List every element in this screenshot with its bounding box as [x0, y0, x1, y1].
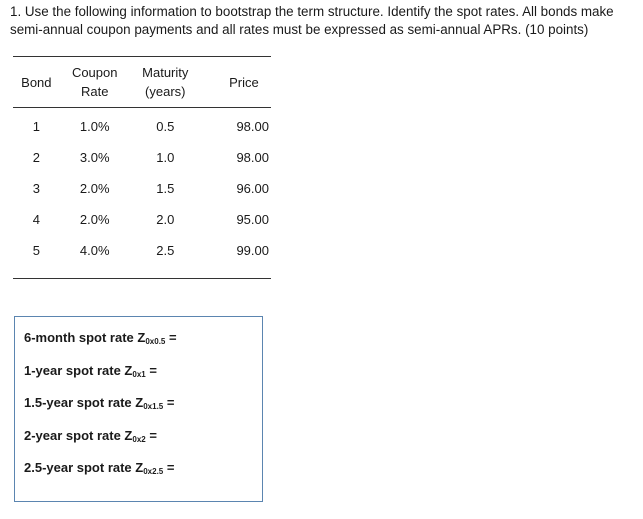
header-maturity	[130, 57, 201, 108]
header-bond: Bond	[13, 57, 60, 108]
cell-bond: 4	[32, 212, 40, 227]
header-price: Price	[201, 57, 271, 108]
table-row	[13, 204, 271, 235]
table-header-row	[13, 57, 271, 108]
cell-price: 98.00	[236, 119, 269, 134]
table-row	[13, 173, 271, 204]
cell-bond: 1	[32, 119, 40, 134]
spot-rate-equals: =	[163, 395, 175, 410]
cell-maturity: 2.0	[156, 212, 175, 227]
spot-rate-6-month	[24, 329, 262, 362]
cell-coupon: 2.0%	[79, 181, 110, 196]
header-maturity-line2: (years)	[145, 84, 186, 99]
spot-rate-2-5-year	[24, 459, 262, 492]
spot-rate-label: 1.5-year spot rate Z	[24, 395, 144, 410]
cell-maturity: 1.5	[156, 181, 175, 196]
cell-bond: 5	[13, 235, 60, 279]
spot-rate-1-year	[24, 362, 262, 395]
spot-rate-subscript: 0x1.5	[143, 402, 164, 411]
cell-bond: 2	[32, 150, 40, 165]
cell-price: 95.00	[236, 212, 269, 227]
cell-maturity: 0.5	[156, 119, 175, 134]
cell-coupon: 2.0%	[79, 212, 110, 227]
spot-rate-label: 2.5-year spot rate Z	[24, 460, 144, 475]
header-coupon-line1: Coupon	[71, 65, 118, 80]
spot-rate-1-5-year	[24, 394, 262, 427]
cell-coupon: 4.0%	[60, 235, 130, 279]
spot-rate-subscript: 0x2	[132, 434, 146, 444]
cell-price: 96.00	[236, 181, 269, 196]
spot-rate-equals: =	[165, 330, 177, 345]
spot-rate-2-year	[24, 427, 262, 460]
spot-rate-label: 2-year spot rate Z	[24, 427, 133, 443]
table-row	[13, 235, 271, 279]
header-maturity-line1: Maturity	[142, 65, 189, 80]
spot-rate-label: 1-year spot rate Z	[24, 362, 133, 378]
bond-table	[13, 56, 271, 279]
spot-rate-equals: =	[163, 460, 175, 475]
cell-maturity: 1.0	[156, 150, 175, 165]
cell-price: 99.00	[201, 235, 271, 279]
table-row	[13, 108, 271, 143]
cell-coupon: 3.0%	[79, 150, 110, 165]
cell-maturity: 2.5	[130, 235, 201, 279]
cell-bond: 3	[32, 181, 40, 196]
header-coupon-rate	[60, 57, 130, 108]
table-row	[13, 142, 271, 173]
spot-rate-label: 6-month spot rate Z	[24, 330, 146, 345]
spot-rate-subscript: 0x2.5	[143, 467, 164, 476]
cell-price: 98.00	[236, 150, 269, 165]
spot-rate-subscript: 0x0.5	[145, 337, 166, 346]
header-coupon-line2: Rate	[80, 84, 109, 99]
spot-rate-equals: =	[145, 362, 157, 378]
spot-rate-subscript: 0x1	[132, 369, 146, 379]
spot-rate-equals: =	[145, 427, 157, 443]
cell-coupon: 1.0%	[79, 119, 110, 134]
question-text: 1. Use the following information to bootstrap the term structure. Identify the spot rates. All bonds make semi-annual coupon payments and all rates must be expressed as semi-annual APRs. (10 points)	[10, 4, 614, 37]
spot-rates-box	[14, 316, 263, 502]
